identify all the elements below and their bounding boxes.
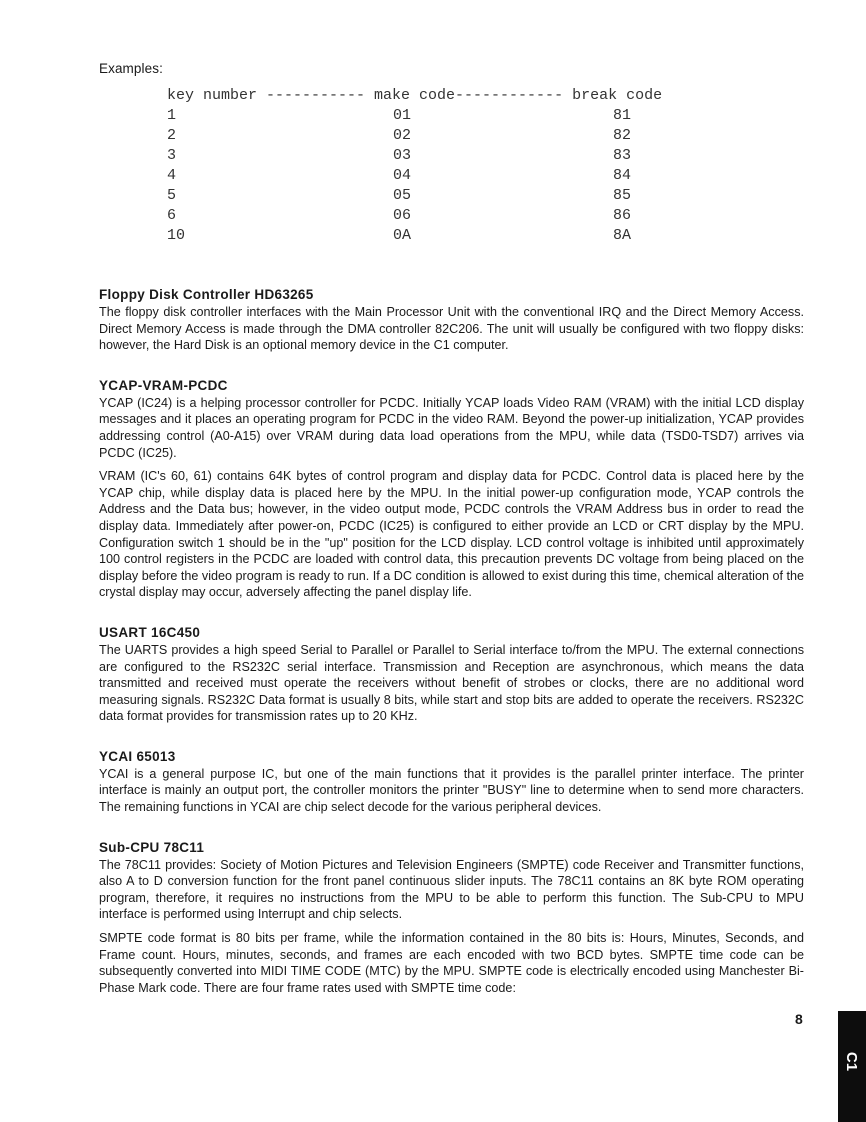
break-code-cell: 8A xyxy=(613,227,632,244)
paragraph: The 78C11 provides: Society of Motion Pictures and Television Engineers (SMPTE) code Receiver and Transmitter functions, also A to D conversion function for the front panel continuous slider inputs. The 78C11 contains an 8K byte ROM operating program, therefore, it requires no instructions from the MPU to be able to perform this function. The Sub-CPU to MPU interface is performed using Interrupt and chip selects. xyxy=(99,857,804,922)
key-number-cell: 5 xyxy=(167,187,177,204)
break-code-cell: 84 xyxy=(613,167,632,184)
paragraph: The floppy disk controller interfaces with the Main Processor Unit with the conventional IRQ and the Direct Memory Access. Direct Memory Access is made through the DMA controller 82C206. The unit will usually be configured with two floppy disks: however, the Hard Disk is an optional memory device in the C1 computer. xyxy=(99,305,804,353)
table-header-text: key number ----------- make code------------ break code xyxy=(167,87,663,104)
make-code-cell: 01 xyxy=(393,107,412,124)
break-code-cell: 83 xyxy=(613,147,632,164)
key-number-cell: 1 xyxy=(167,107,177,124)
paragraph: The UARTS provides a high speed Serial to Parallel or Parallel to Serial interface to/from the MPU. The external connections are configured to the RS232C serial interface. Transmission and Reception are asynchronous, which means the data transmitted and received must operate the receivers without benefit of strobes or clocks, there are no additional word measuring signals. RS232C Data format is usually 8 bits, while start and stop bits are added to operate the receivers. RS232C data format provides for transmission rates up to 20 KHz. xyxy=(99,642,804,724)
paragraph: YCAI is a general purpose IC, but one of the main functions that it provides is the parallel printer interface. The printer interface is mainly an output port, the controller monitors the printer "BUSY" line to determine when to send more characters. The remaining functions in YCAI are chip select decode for the various peripheral devices. xyxy=(99,766,804,815)
chapter-side-tab-label xyxy=(838,1011,866,1111)
make-code-cell: 04 xyxy=(393,167,412,184)
key-number-cell: 3 xyxy=(167,147,177,164)
section-heading: Sub-CPU 78C11 xyxy=(99,839,205,855)
section-heading: YCAI 65013 xyxy=(99,748,176,764)
section-ycap-vram-pcdc xyxy=(99,377,804,601)
chapter-tab-text: C1 xyxy=(843,1051,861,1071)
make-code-cell: 0A xyxy=(393,227,412,244)
make-code-cell: 06 xyxy=(393,207,412,224)
break-code-cell: 81 xyxy=(613,107,632,124)
key-number-cell: 10 xyxy=(167,227,186,244)
make-code-cell: 03 xyxy=(393,147,412,164)
examples-label: Examples: xyxy=(99,61,163,76)
make-code-cell: 02 xyxy=(393,127,412,144)
section-ycai xyxy=(99,748,804,816)
key-number-cell: 2 xyxy=(167,127,177,144)
page-body xyxy=(99,286,804,1019)
paragraph: YCAP (IC24) is a helping processor controller for PCDC. Initially YCAP loads Video RAM (VRAM) with the initial LCD display messages and it places an operating program for PCDC in the video RAM. Beyond the power-up initialization, YCAP provides addressing control (A0-A15) over VRAM during data load operations from the MPU, while data (TSD0-TSD7) arrives via PCDC (IC25). xyxy=(99,395,804,460)
break-code-cell: 82 xyxy=(613,127,632,144)
section-floppy-disk-controller xyxy=(99,286,804,354)
paragraph: SMPTE code format is 80 bits per frame, while the information contained in the 80 bits is: Hours, Minutes, Seconds, and Frame count. Hours, minutes, seconds, and frames are each encoded with two BCD bytes. SMPTE time code can be subsequently converted into MIDI TIME CODE (MTC) by the MPU. SMPTE code is electrically encoded using Manchester Bi-Phase Mark code. There are four frame rates used with SMPTE time code: xyxy=(99,931,804,995)
break-code-cell: 86 xyxy=(613,207,632,224)
section-heading: Floppy Disk Controller HD63265 xyxy=(99,287,314,302)
paragraph: VRAM (IC's 60, 61) contains 64K bytes of control program and display data for PCDC. Control data is placed here by the YCAP chip, while display data is placed here by the MPU. In the initial power-up configuration mode, YCAP controls the Address and the Data bus; however, in the video output mode, PCDC controls the VRAM Address bus in order to read the display data. Immediately after power-on, PCDC (IC25) is configured to either provide an LCD or CRT display by the MPU. Configuration switch 1 should be in the "up" position for the LCD display. LCD control voltage is inhibited until approximately 100 control registers in the PCDC are loaded with control data, this precaution prevents DC voltage from being placed on the display before the video program is ready to run. If a DC condition is allowed to exist during this time, chemical alteration of the crystal display may occur, adversely affecting the panel display life. xyxy=(99,469,804,600)
section-heading: YCAP-VRAM-PCDC xyxy=(99,377,228,393)
section-usart xyxy=(99,624,804,725)
break-code-cell: 85 xyxy=(613,187,632,204)
key-number-cell: 6 xyxy=(167,207,177,224)
page-number: 8 xyxy=(795,1011,803,1027)
key-number-cell: 4 xyxy=(167,167,177,184)
section-sub-cpu xyxy=(99,839,804,997)
make-code-cell: 05 xyxy=(393,187,412,204)
section-heading: USART 16C450 xyxy=(99,624,201,640)
